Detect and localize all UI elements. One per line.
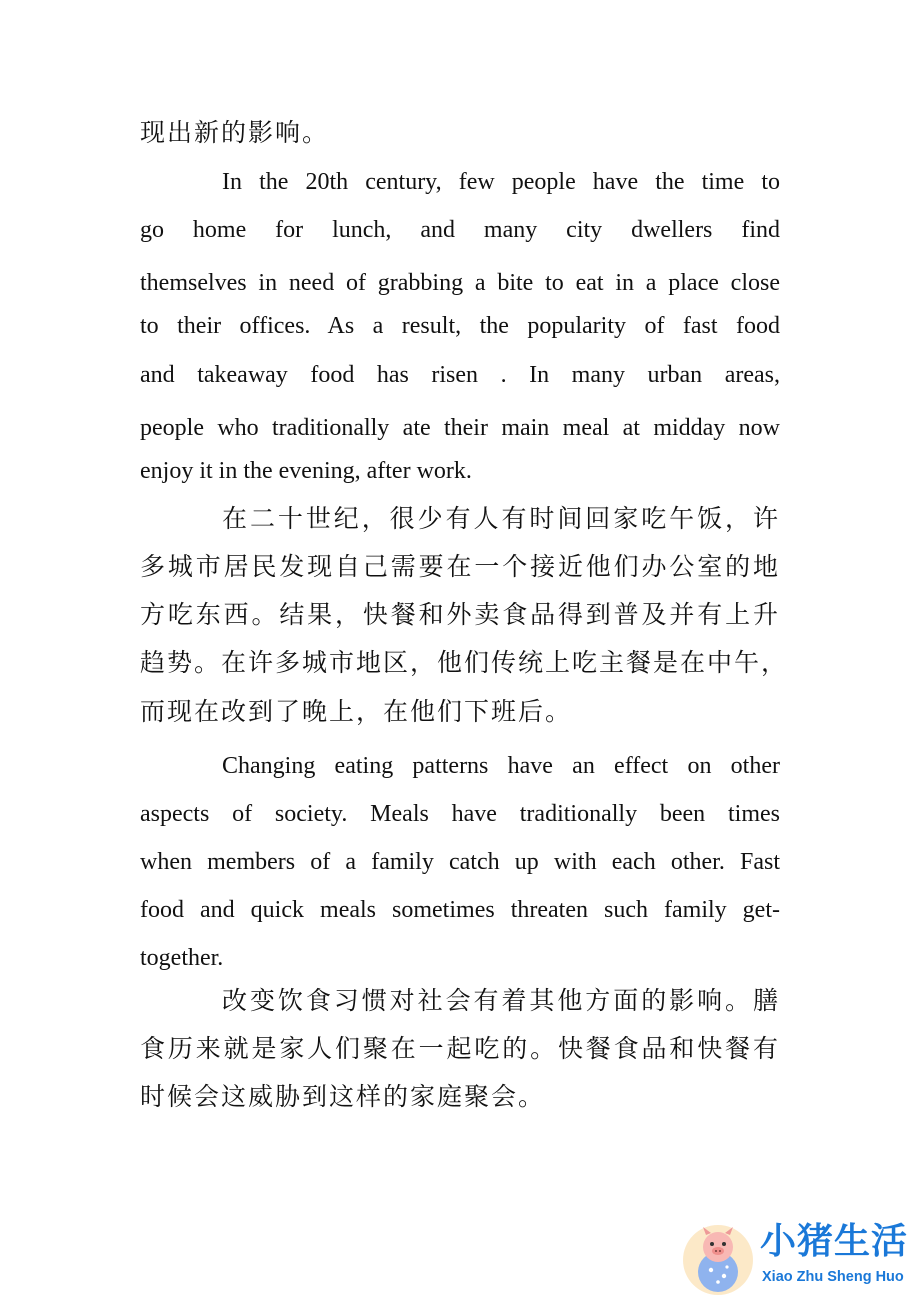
text-line: 改变饮食习惯对社会有着其他方面的影响。膳: [222, 986, 780, 1015]
logo-subtitle: Xiao Zhu Sheng Huo: [762, 1269, 904, 1285]
text-line: 方吃东西。结果，快餐和外卖食品得到普及并有上升: [140, 600, 780, 629]
text-line: themselves in need of grabbing a bite to eat in a place close: [140, 270, 780, 296]
text-line: Changing eating patterns have an effect on other: [222, 753, 780, 779]
text-line: 而现在改到了晚上，在他们下班后。: [140, 697, 573, 726]
text-line: 多城市居民发现自己需要在一个接近他们办公室的地: [140, 552, 780, 581]
text-line: enjoy it in the evening, after work.: [140, 458, 472, 484]
text-line: 时候会这威胁到这样的家庭聚会。: [140, 1082, 546, 1111]
logo-title: 小猪生活: [760, 1221, 909, 1262]
text-line: In the 20th century, few people have the time to: [222, 169, 780, 195]
text-line: 食历来就是家人们聚在一起吃的。快餐食品和快餐有: [140, 1034, 780, 1063]
pig-mascot-icon: [680, 1220, 756, 1296]
text-line: 趋势。在许多城市地区，他们传统上吃主餐是在中午，: [140, 648, 789, 677]
text-line: people who traditionally ate their main meal at midday now: [140, 415, 780, 441]
text-line: aspects of society. Meals have traditionally been times: [140, 801, 780, 827]
text-line: food and quick meals sometimes threaten such family get-: [140, 897, 780, 923]
text-line: and takeaway food has risen . In many urban areas,: [140, 362, 780, 388]
text-line: when members of a family catch up with each other. Fast: [140, 849, 780, 875]
brand-logo: [680, 1218, 920, 1298]
text-line: 在二十世纪，很少有人有时间回家吃午饭，许: [222, 504, 780, 533]
text-line: together.: [140, 945, 224, 971]
text-line: to their offices. As a result, the popularity of fast food: [140, 313, 780, 339]
text-line: 现出新的影响。: [140, 118, 330, 147]
text-line: go home for lunch, and many city dwellers find: [140, 217, 780, 243]
